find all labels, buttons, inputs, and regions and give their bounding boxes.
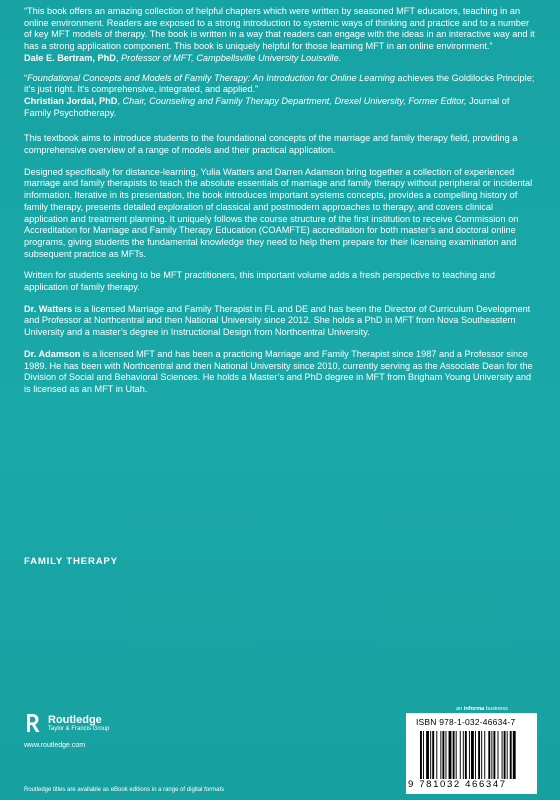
publisher-name: Routledge bbox=[48, 713, 102, 726]
barcode-panel bbox=[406, 713, 537, 794]
informa-post: business bbox=[484, 706, 508, 712]
barcode-icon bbox=[420, 731, 532, 779]
informa-brand: informa bbox=[463, 706, 485, 712]
endorser-name: Dale E. Bertram, PhD bbox=[24, 52, 116, 63]
routledge-logo-icon bbox=[24, 712, 42, 734]
author-name: Dr. Watters bbox=[24, 303, 73, 314]
ebook-footnote: Routledge titles are available as eBook editions in a range of digital formats bbox=[24, 787, 225, 793]
barcode-digits: 9 781032 466347 bbox=[408, 779, 507, 790]
endorsement-2 bbox=[24, 73, 538, 120]
back-cover-text bbox=[24, 6, 538, 406]
endorser-role: Professor of MFT, Campbellsville University Louisville. bbox=[121, 52, 342, 63]
author-bio bbox=[24, 304, 538, 339]
endorser-name: Christian Jordal, PhD bbox=[24, 95, 118, 106]
author-name: Dr. Adamson bbox=[24, 348, 81, 359]
informa-business-label bbox=[456, 706, 508, 712]
book-title-italic: Foundational Concepts and Models of Family Therapy: An Introduction for Online Learning bbox=[27, 72, 395, 83]
isbn-label: ISBN 978-1-032-46634-7 bbox=[416, 717, 516, 727]
author-bio bbox=[24, 349, 538, 396]
description-paragraph: This textbook aims to introduce students to the foundational concepts of the marriage and family therapy field, providing a comprehensive overview of a range of models and their practical application. bbox=[24, 133, 518, 156]
endorsement-attribution: Christian Jordal, PhD, Chair, Counseling and Family Therapy Department, Drexel University, Former Editor, Journal of Family Psychotherapy. bbox=[24, 95, 510, 118]
author-bio-text: is a licensed MFT and has been a practicing Marriage and Family Therapist since 1987 and a Professor since 1989. He has been with Northcentral and then National University since 2010, currently serving as the Associate Dean for the Division of Social and Behavioral Sciences. He holds a Master’s and PhD degree in MFT from Brigham Young University and is licensed as an MFT in Utah. bbox=[24, 348, 533, 394]
author-bio-text: is a licensed Marriage and Family Therapist in FL and DE and has been the Director of Curriculum Development and Professor at Northcentral and then National University since 2012. She holds a PhD in MFT from Nova Southeastern University and a master’s degree in Instructional Design from Northcentral University. bbox=[24, 303, 531, 338]
publisher-url[interactable]: www.routledge.com bbox=[24, 742, 86, 749]
publisher-group: Taylor & Francis Group bbox=[48, 725, 110, 732]
endorser-role-tail: Journal of Family Psychotherapy. bbox=[24, 95, 510, 118]
description-paragraph: Written for students seeking to be MFT practitioners, this important volume adds a fresh perspective to teaching and application of family therapy. bbox=[24, 270, 496, 293]
endorsement-quote: “Foundational Concepts and Models of Family Therapy: An Introduction for Online Learning achieves the Goldilocks Principle; it’s just right. It’s comprehensive, integrated, and applied.” bbox=[24, 72, 535, 95]
informa-pre: an bbox=[456, 706, 464, 712]
endorser-role: Chair, Counseling and Family Therapy Department, Drexel University, Former Editor, bbox=[122, 95, 467, 106]
endorsement-quote: “This book offers an amazing collection of helpful chapters which were written by seasoned MFT educators, teaching in an online environment. Readers are exposed to a strong introduction to systemic ways of thinking and practice and to a number of key MFT models of therapy. The book is written in a way that readers can engage with the ideas in an interactive way and it has a strong application component. This book is uniquely helpful for those learning MFT in an online environment.” bbox=[24, 6, 535, 52]
endorsement-quote-rest: achieves the Goldilocks Principle; it’s just right. It’s comprehensive, integrated, and applied.” bbox=[24, 72, 535, 95]
description-paragraph: Designed specifically for distance-learning, Yulia Watters and Darren Adamson bring together a collection of experienced marriage and family therapists to teach the absolute essentials of marriage and family therapy without peripheral or incidental information. Iterative in its presentation, the book introduces important systems concepts, provides a compelling history of family therapy, presents detailed exploration of classical and postmodern approaches to therapy, and covers clinical application and treatment planning. It uniquely follows the course structure of the first institution to receive Commission on Accreditation for Marriage and Family Therapy Education (COAMFTE) accreditation for both master’s and doctoral online programs, giving students the fundamental knowledge they need to help them prepare for their licensing examination and subsequent practice as MFTs. bbox=[24, 166, 533, 259]
endorsement-attribution: Dale E. Bertram, PhD, Professor of MFT, Campbellsville University Louisville. bbox=[24, 52, 342, 63]
endorsement-1 bbox=[24, 6, 538, 65]
publisher-logo bbox=[24, 712, 109, 734]
subject-category: FAMILY THERAPY bbox=[24, 556, 118, 567]
